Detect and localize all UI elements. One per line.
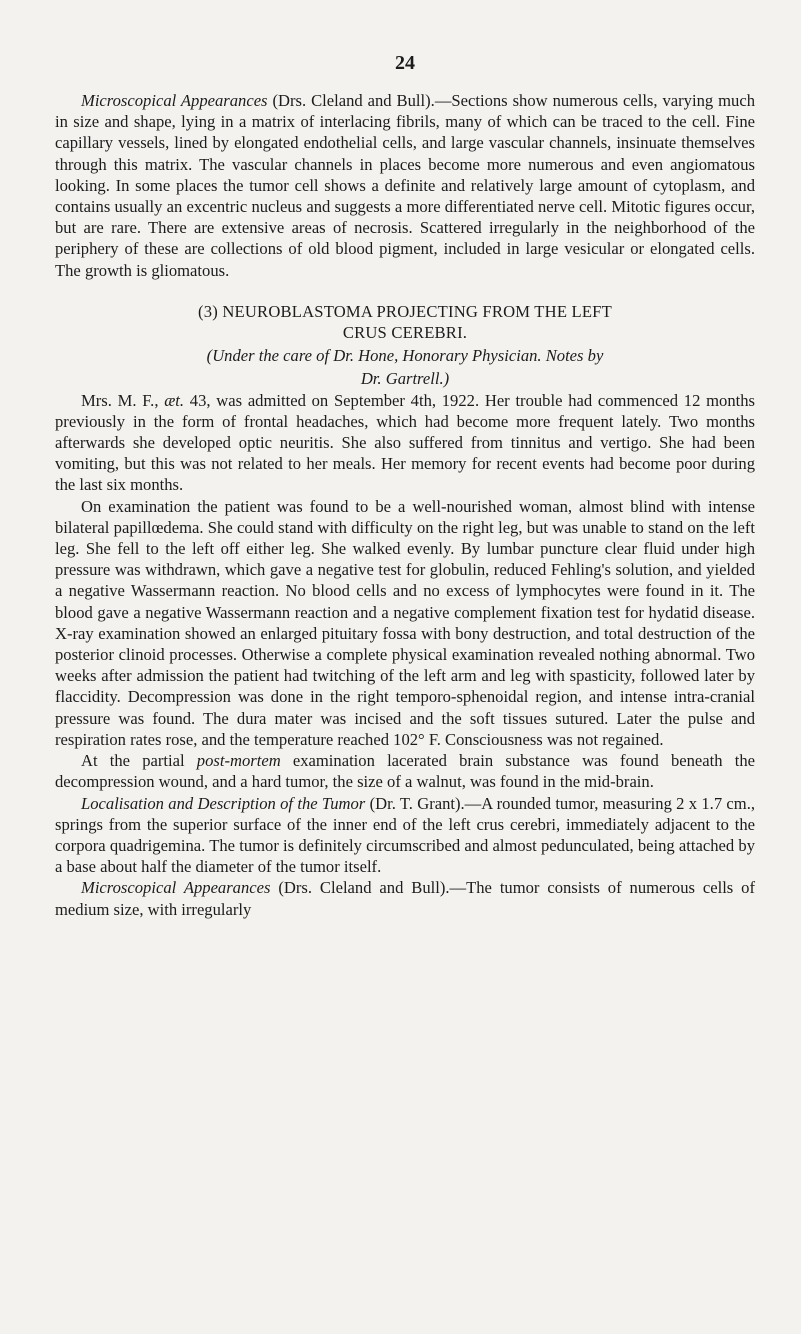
care-note-line1: (Under the care of Dr. Hone, Honorary Physician. Notes by <box>206 346 604 366</box>
case-paragraph-3 <box>55 750 755 792</box>
section-text: (Drs. Cleland and Bull).—Sections show numerous cells, varying much in size and shape, lying in a matrix of interlacing fibrils, many of which can be traced to the cell. Fine capillary vessels, lined by elongated endothelial cells, and large vascular channels, insinuate themselves through this matrix. The vascular channels in places become more numerous and even angiomatous looking. In some places the tumor cell shows a definite and relatively large amount of cytoplasm, and contains usually an excentric nucleus and suggests a more differentiated nerve cell. Mitotic figures occur, but are rare. There are extensive areas of necrosis. Scattered irregularly in the neighborhood of the periphery of these are collections of old blood pigment, included in large vesicular or elongated cells. The growth is gliomatous. <box>55 91 755 280</box>
document-page <box>55 50 755 920</box>
patient-name: Mrs. M. F., <box>81 390 165 410</box>
case-paragraph-1 <box>55 390 755 496</box>
localisation-text: (Dr. T. Grant).—A rounded tumor, measuring 2 x 1.7 cm., springs from the superior surface of the inner end of the left crus cerebri, immediately adjacent to the corpora quadrigemina. The tumor is definitely circumscribed and almost pedunculated, being attached by a base about half the diameter of the tumor itself. <box>55 793 755 877</box>
case-heading-line1: (3) NEUROBLASTOMA PROJECTING FROM THE LEFT <box>198 301 612 321</box>
page-number: 24 <box>395 52 415 74</box>
section-b-lead: Microscopical Appearances <box>81 878 271 898</box>
microscopical-paragraph-2 <box>55 877 755 919</box>
case-paragraph-2: On examination the patient was found to be a well-nourished woman, almost blind with intense bilateral papillœdema. She could stand with difficulty on the right leg, but was unable to stand on the left leg. She fell to the left off either leg. She walked evenly. By lumbar puncture clear fluid under high pressure was withdrawn, which gave a negative test for globulin, reduced Fehling's solution, and yielded a negative Wassermann reaction. No blood cells and no excess of lymphocytes were found in it. The blood gave a negative Wassermann reaction and a negative complement fixation test for hydatid disease. X-ray examination showed an enlarged pituitary fossa with bony destruction, and total destruction of the posterior clinoid processes. Otherwise a complete physical examination revealed nothing abnormal. Two weeks after admission the patient had twitching of the left arm and leg with spasticity, followed later by flaccidity. Decompression was done in the right temporo-sphenoidal region, and intense intra-cranial pressure was found. The dura mater was incised and the soft tissues sutured. Later the pulse and respiration rates rose, and the temperature reached 102° F. Consciousness was not regained. <box>55 496 755 749</box>
spacer <box>55 281 755 301</box>
aet-abbrev: æt. <box>164 390 185 410</box>
microscopical-paragraph-1 <box>55 90 755 281</box>
localisation-lead: Localisation and Description of the Tumor <box>81 793 366 813</box>
case-text-3a: At the partial <box>81 751 197 771</box>
section-b-text: (Drs. Cleland and Bull).—The tumor consists of numerous cells of medium size, with irregularly <box>55 878 755 919</box>
case-text-1: 43, was admitted on September 4th, 1922. Her trouble had commenced 12 months previously in the form of frontal headaches, which had become more frequent lately. Two months afterwards she developed optic neuritis. She also suffered from tinnitus and vertigo. She had been vomiting, but this was not related to her meals. Her memory for recent events had become poor during the last six months. <box>55 390 755 495</box>
localisation-paragraph <box>55 793 755 878</box>
case-text-3b: examination lacerated brain substance was found beneath the decompression wound, and a hard tumor, the size of a walnut, was found in the mid-brain. <box>55 751 755 792</box>
post-mortem-term: post-mortem <box>196 751 281 771</box>
case-heading-line2: CRUS CEREBRI. <box>342 323 468 343</box>
section-lead: Microscopical Appearances <box>81 91 268 110</box>
care-note-line2: Dr. Gartrell.) <box>360 369 450 389</box>
